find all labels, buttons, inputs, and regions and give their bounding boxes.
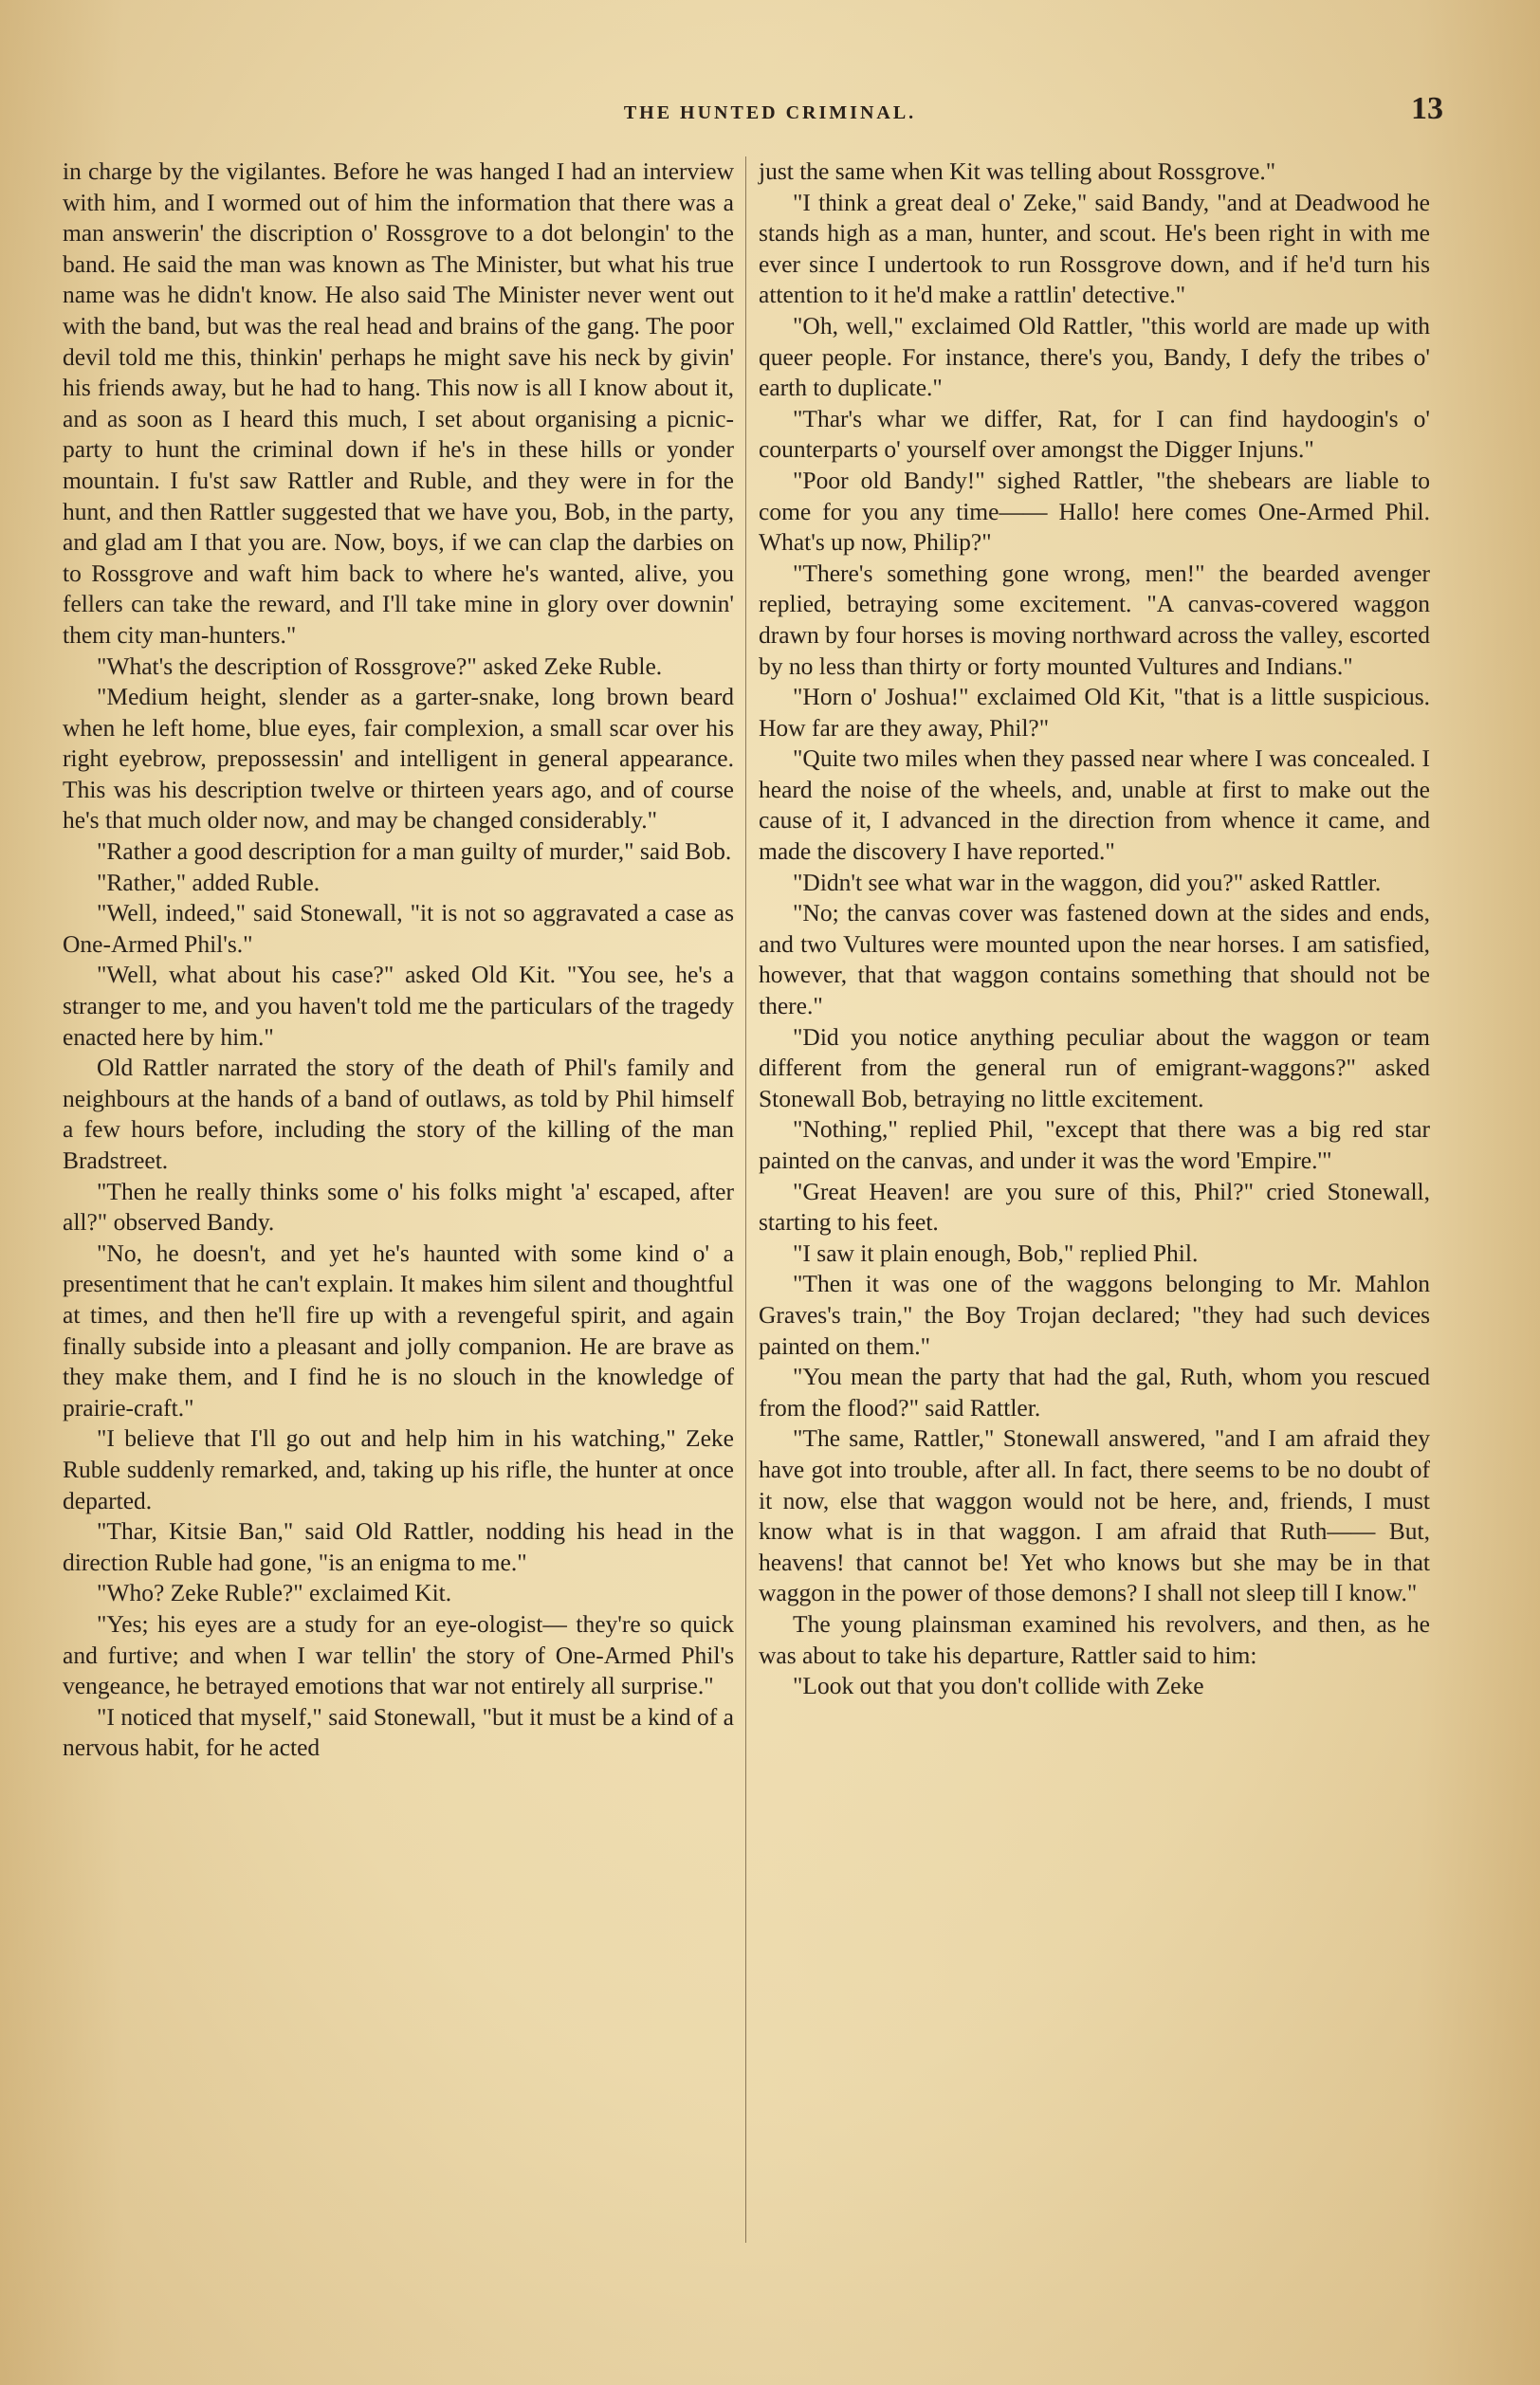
paragraph: "Who? Zeke Ruble?" exclaimed Kit. [97,1579,452,1607]
paragraph: "Poor old Bandy!" sighed Rattler, "the shebears are liable to come for you any time—— Hallo! here comes One-Armed Phil. What's up now, Philip?" [759,466,1430,557]
paragraph: "Horn o' Joshua!" exclaimed Old Kit, "that is a little suspicious. How far are they away, Phil?" [759,683,1430,742]
paragraph: "Then it was one of the waggons belonging to Mr. Mahlon Graves's train," the Boy Trojan declared; "they had such devices painted on them." [759,1270,1430,1360]
paragraph: "Look out that you don't collide with Zeke [793,1672,1204,1700]
paragraph: "Rather a good description for a man guilty of murder," said Bob. [97,837,732,866]
paragraph: "Great Heaven! are you sure of this, Phil?" cried Stonewall, starting to his feet. [759,1177,1430,1237]
paragraph: "I saw it plain enough, Bob," replied Phil. [793,1238,1199,1267]
right-column [759,156,1430,1702]
left-column [63,156,734,1764]
paragraph: "Didn't see what war in the waggon, did you?" asked Rattler. [793,868,1382,896]
paragraph: "What's the description of Rossgrove?" asked Zeke Ruble. [97,651,663,680]
paragraph: "No; the canvas cover was fastened down at the sides and ends, and two Vultures were mounted upon the near horses. I am satisfied, however, that that waggon contains something that should not be there." [759,899,1430,1020]
paragraph: "No, he doesn't, and yet he's haunted with some kind o' a presentiment that he can't explain. It makes him silent and thoughtful at times, and then he'll fire up with a revengeful spirit, and again finally subside into a pleasant and jolly companion. He are brave as they make them, and I find he is no slouch in the knowledge of prairie-craft." [63,1238,734,1422]
paragraph: "I think a great deal o' Zeke," said Bandy, "and at Deadwood he stands high as a man, hunter, and scout. He's been right in with me ever since I undertook to run Rossgrove down, and if he'd turn his attention to it he'd make a rattlin' detective." [759,188,1430,309]
paragraph: "Did you notice anything peculiar about the waggon or team different from the general run of emigrant-waggons?" asked Stonewall Bob, betraying no little excitement. [759,1022,1430,1112]
paragraph: The young plainsman examined his revolvers, and then, as he was about to take his departure, Rattler said to him: [759,1609,1430,1669]
paragraph: "Thar's whar we differ, Rat, for I can find haydoogin's o' counterparts o' yourself over amongst the Digger Injuns." [759,404,1430,464]
paragraph: "Quite two miles when they passed near where I was concealed. I heard the noise of the wheels, and, unable at first to make out the cause of it, I advanced in the direction from whence it came, and made the discovery I have reported." [759,744,1430,866]
paragraph: "Yes; his eyes are a study for an eye-ologist— they're so quick and furtive; and when I war tellin' the story of One-Armed Phil's vengeance, he betrayed emotions that war not entirely all surprise." [63,1609,734,1700]
paragraph: "Then he really thinks some o' his folks might 'a' escaped, after all?" observed Bandy. [63,1177,734,1237]
paragraph: in charge by the vigilantes. Before he was hanged I had an interview with him, and I wormed out of him the information that there was a man answerin' the discription o' Rossgrove to a dot belongin' to the band. He said the man was known as The Minister, but what his true name was he didn't know. He also said The Minister never went out with the band, but was the real head and brains of the gang. The poor devil told me this, thinkin' perhaps he might save his neck by givin' his friends away, but he had to hang. This now is all I know about it, and as soon as I heard this much, I set about organising a picnic-party to hunt the criminal down if he's in these hills or yonder mountain. I fu'st saw Rattler and Ruble, and they were in for the hunt, and then Rattler suggested that we have you, Bob, in the party, and glad am I that you are. Now, boys, if we can clap the darbies on to Rossgrove and waft him back to where he's wanted, alive, you fellers can take the reward, and I'll take mine in glory over downin' them city man-hunters." [63,157,734,649]
paragraph: "Oh, well," exclaimed Old Rattler, "this world are made up with queer people. For instance, there's you, Bandy, I defy the tribes o' earth to duplicate." [759,311,1430,402]
paragraph: "Medium height, slender as a garter-snake, long brown beard when he left home, blue eyes, fair complexion, a small scar over his right eyebrow, prepossessin' and intelligent in general appearance. This was his description twelve or thirteen years ago, and of course he's that much older now, and may be changed considerably." [63,683,734,835]
paragraph: "Rather," added Ruble. [97,868,321,896]
paragraph: "I noticed that myself," said Stonewall, "but it must be a kind of a nervous habit, for he acted [63,1702,734,1762]
paragraph: Old Rattler narrated the story of the death of Phil's family and neighbours at the hands of a band of outlaws, as told by Phil himself a few hours before, including the story of the killing of the man Bradstreet. [63,1054,734,1174]
paragraph: "Thar, Kitsie Ban," said Old Rattler, nodding his head in the direction Ruble had gone, "is an enigma to me." [63,1517,734,1576]
paragraph: "Well, indeed," said Stonewall, "it is not so aggravated a case as One-Armed Phil's." [63,899,734,958]
paragraph: "There's something gone wrong, men!" the bearded avenger replied, betraying some excitement. "A canvas-covered waggon drawn by four horses is moving northward across the valley, escorted by no less than thirty or forty mounted Vultures and Indians." [759,559,1430,680]
paragraph: "The same, Rattler," Stonewall answered, "and I am afraid they have got into trouble, after all. In fact, there seems to be no doubt of it now, else that waggon would not be here, and, friends, I must know what is in that waggon. I am afraid that Ruth—— But, heavens! that cannot be! Yet who knows but she may be in that waggon in the power of those demons? I shall not sleep till I know." [759,1424,1430,1607]
paragraph: "You mean the party that had the gal, Ruth, whom you rescued from the flood?" said Rattler. [759,1363,1430,1422]
column-divider [745,156,746,2243]
paragraph: "Nothing," replied Phil, "except that there was a big red star painted on the canvas, and under it was the word 'Empire.'" [759,1115,1430,1174]
paragraph: just the same when Kit was telling about Rossgrove." [759,157,1276,185]
page-number: 13 [1411,91,1443,126]
paragraph: "I believe that I'll go out and help him in his watching," Zeke Ruble suddenly remarked, and, taking up his rifle, the hunter at once departed. [63,1424,734,1514]
running-head: THE HUNTED CRIMINAL. [623,102,917,123]
paragraph: "Well, what about his case?" asked Old Kit. "You see, he's a stranger to me, and you haven't told me the particulars of the tragedy enacted here by him." [63,961,734,1051]
